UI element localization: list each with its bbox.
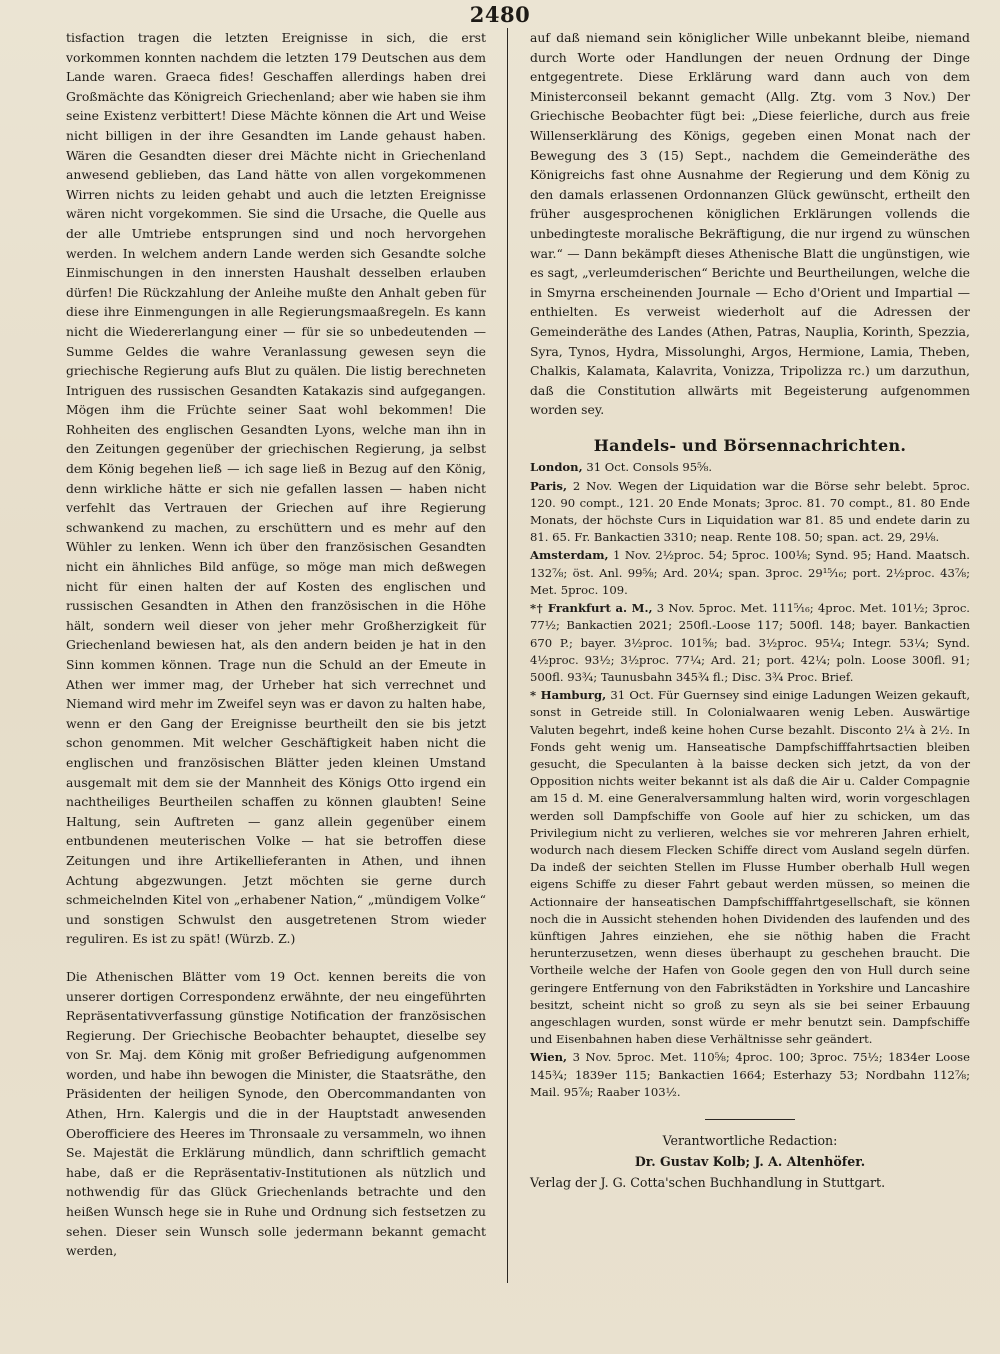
market-reports (530, 459, 970, 1101)
article-paragraph-1: tisfaction tragen die letzten Ereignisse in sich, die erst vorkommen konnten nachdem die letzten 179 Deutschen aus dem Lande waren. Graeca fides! Geschaffen allerdings haben drei Großmächte das Königreich Griechenland; aber wie haben sie ihm seine Existenz verbittert! Diese Mächte können die Art und Weise nicht billigen in der ihre Gesandten im Lande gehaust haben. Wären die Gesandten dieser drei Mächte nicht in Griechenland anwesend geblieben, das Land hätte von allen vorgekommenen Wirren nichts zu leiden gehabt und auch die letzten Ereignisse wären nicht vorgekommen. Sie sind die Ursache, die Quelle aus der alle Umtriebe entsprungen sind und noch hervorgehen werden. In welchem andern Lande werden sich Gesandte solche Einmischungen in den innersten Haushalt desselben erlauben dürfen! Die Rückzahlung der Anleihe mußte den Anhalt geben für diese ihre Einmengungen in alle Regierungsmaaßregeln. Es kann nicht die Wiedererlangung einer — für sie so unbedeutenden — Summe Geldes die wahre Veranlassung gewesen seyn die griechische Regierung aufs Blut zu quälen. Die listig berechneten Intriguen des russischen Gesandten Katakazis sind aufgegangen. Mögen ihm die Früchte seiner Saat wohl bekommen! Die Rohheiten des englischen Gesandten Lyons, welche man ihn in den Zeitungen gegenüber der griechischen Regierung, ja selbst dem König begehen ließ — ich sage ließ in Bezug auf den König, denn wirkliche hätte er sich nie gefallen lassen — haben nicht verfehlt das Vertrauen der Griechen auf ihre Regierung schwankend zu machen, zu erschüttern und es mehr auf den Wühler zu lenken. Wenn ich über den französischen Gesandten nicht ein ähnliches Bild anfüge, so möge man mich deßwegen nicht für einen halten der auf Kosten des englischen und russischen Gesandten in Athen den französischen in die Höhe hält, sondern weil dieser von jeher mehr Großherzigkeit für Griechenland bewiesen hat, als den andern beiden je hat in den Sinn kommen können. Trage nun die Schuld an der Emeute in Athen wer immer mag, der Urheber hat sich verrechnet und Niemand wird mehr im Zweifel seyn was er davon zu halten habe, wenn er den Gang der Ereignisse beurtheilt den sie bis jetzt schon genommen. Mit welcher Geschäftigkeit haben nicht die englischen und französischen Blätter jeden kleinen Umstand ausgemalt mit dem sie der Mannheit des Königs Otto irgend ein nachtheiliges Beurtheilen schaffen zu können glaubten! Seine Haltung, sein Auftreten — ganz allein gegenüber einem entbundenen meuterischen Volke — hat sie betroffen diese Zeitungen und ihre Artikellieferanten in Athen, und ihnen Achtung abgezwungen. Jetzt möchten sie gerne durch schmeichelnden Kitel von „erhabener Nation,“ „mündigem Volke“ und sonstigen Schwulst den ausgetretenen Strom wieder reguliren. Es ist zu spät! (Würzb. Z.) (66, 30, 486, 947)
market-city: Amsterdam, (530, 548, 609, 563)
section-heading: Handels- und Börsennachrichten. (593, 435, 907, 455)
market-text: 2 Nov. Wegen der Liquidation war die Börse sehr belebt. 5proc. 120. 90 compt., 121. 20 Ende Monats; 3proc. 81. 70 compt., 81. 80 Ende Monats, der höchste Curs in Liquidation war 81. 85 und endete darin zu 81. 65. Fr. Bankactien 3310; neap. Rente 108. 50; span. act. 29, 29⅛. (530, 478, 970, 545)
market-report-frankfurt (530, 600, 970, 686)
left-column (66, 28, 486, 1261)
market-city: London, (530, 460, 583, 475)
market-city: *† Frankfurt a. M., (530, 601, 653, 616)
article-continuation: auf daß niemand sein königlicher Wille unbekannt bleibe, niemand durch Worte oder Handlungen der neuen Ordnung der Dinge entgegentrete. Diese Erklärung ward dann auch von dem Ministerconseil bekannt gemacht (Allg. Ztg. vom 3 Nov.) Der Griechische Beobachter fügt bei: „Diese feierliche, durch aus freie Willenserklärung des Königs, gegeben einen Monat nach der Bewegung des 3 (15) Sept., nachdem die Gemeinderäthe des Königreichs fast ohne Ausnahme der Regierung und dem König zu den damals erlassenen Ordonnanzen Glück gewünscht, ertheilt den früher ausgesprochenen königlichen Erklärungen vollends die unbedingteste moralische Bekräftigung, die nur irgend zu wünschen war.“ — Dann bekämpft dieses Athenische Blatt die ungünstigen, wie es sagt, „verleumderischen“ Berichte und Beurtheilungen, welche die in Smyrna erscheinenden Journale — Echo d'Orient und Impartial — enthielten. Es verweist wiederholt auf die Adressen der Gemeinderäthe des Landes (Athen, Patras, Nauplia, Korinth, Spezzia, Syra, Tynos, Hydra, Missolunghi, Argos, Hermione, Lamia, Theben, Chalkis, Kalamata, Kalavrita, Vonizza, Tripolizza rc.) um darzuthun, daß die Constitution allwärts mit Begeisterung aufgenommen worden sey. (530, 30, 970, 418)
right-column (530, 28, 970, 1193)
market-text: 3 Nov. 5proc. Met. 111⁵⁄₁₆; 4proc. Met. 101½; 3proc. 77½; Bankactien 2021; 250fl.-Loose 117; 500fl. 148; bayer. Bankactien 670 P.; bayer. 3½proc. 101⅝; bad. 3½proc. 95¼; Integr. 53¼; Synd. 4½proc. 93½; 3½proc. 77¼; Ard. 21; port. 42¼; poln. Loose 300fl. 91; 500fl. 93¾; Taunusbahn 345¾ fl.; Disc. 3¾ Proc. Brief. (530, 601, 970, 684)
market-report-hamburg (530, 687, 970, 1048)
market-text: 1 Nov. 2½proc. 54; 5proc. 100⅛; Synd. 95; Hand. Maatsch. 132⅞; öst. Anl. 99⅝; Ard. 20¼; span. 3proc. 29¹⁵⁄₁₆; port. 2½proc. 43⅞; Met. 5proc. 109. (530, 548, 970, 597)
column-divider (507, 28, 508, 1283)
market-text: 31 Oct. Consols 95⅝. (586, 460, 713, 475)
market-report-amsterdam (530, 547, 970, 599)
market-report-london (530, 459, 970, 476)
market-city: Wien, (530, 1050, 568, 1065)
market-text: 3 Nov. 5proc. Met. 110⅝; 4proc. 100; 3proc. 75½; 1834er Loose 145¾; 1839er 115; Bankactien 1664; Esterhazy 53; Nordbahn 112⅞; Mail. 95⅞; Raaber 103½. (530, 1050, 970, 1099)
editorial-label: Verantwortliche Redaction: (662, 1132, 838, 1148)
editor-names: Dr. Gustav Kolb; J. A. Altenhöfer. (634, 1153, 866, 1169)
market-text: 31 Oct. Für Guernsey sind einige Ladungen Weizen gekauft, sonst in Getreide still. In Colonialwaaren wenig Leben. Auswärtige Valuten begehrt, indeß keine hohen Curse bezahlt. Disconto 2¼ à 2½. In Fonds geht wenig um. Hanseatische Dampfschifffahrtsactien bleiben gesucht, die Speculanten à la baisse decken sich jetzt, da von der Opposition nichts weiter bekannt ist als daß die Air u. Calder Compagnie am 15 d. M. eine Generalversammlung halten wird, worin vorgeschlagen werden soll Dampfschiffe von Goole auf hier zu schicken, um das Privilegium nicht zu verlieren, welches sie vor mehreren Jahren erhielt, wodurch nach diesem Flecken Schiffe direct vom Ausland segeln dürfen. Da indeß der seichten Stellen im Flusse Humber oberhalb Hull wegen eigens Schiffe zu dieser Fahrt gebaut werden müssen, so meinen die Actionnaire der hanseatischen Dampfschifffahrtgesellschaft, sie können noch die in Aussicht stehenden hohen Dividenden des laufenden und des künftigen Jahres einziehen, ehe sie nöthig haben die Fracht herunterzusetzen, wenn dieses überhaupt zu geschehen braucht. Die Vortheile welche der Hafen von Goole gegen den von Hull durch seine geringere Entfernung von den Fabrikstädten in Yorkshire und Lancashire besitzt, scheint nicht so groß zu seyn als sie bei seiner Erbauung angeschlagen wurden, sonst würde er mehr benutzt sein. Dampfschiffe und Eisenbahnen haben diese Verhältnisse sehr geändert. (530, 688, 970, 1047)
page-number: 2480 (469, 2, 531, 27)
footer-divider (705, 1119, 795, 1120)
market-city: Paris, (530, 478, 567, 493)
market-report-paris (530, 478, 970, 547)
market-report-wien (530, 1049, 970, 1101)
market-city: * Hamburg, (530, 688, 607, 703)
publisher-line: Verlag der J. G. Cotta'schen Buchhandlung in Stuttgart. (530, 1174, 886, 1190)
article-paragraph-2: Die Athenischen Blätter vom 19 Oct. kennen bereits die von unserer dortigen Correspondenz erwähnte, der neu eingeführten Repräsentativverfassung günstige Notification der französischen Regierung. Der Griechische Beobachter behauptet, dieselbe sey von Sr. Maj. dem König mit großer Befriedigung aufgenommen worden, und habe ihn bewogen die Minister, die Staatsräthe, den Präsidenten der heiligen Synode, den Obercommandanten von Athen, Hrn. Kalergis und die in der Hauptstadt anwesenden Oberofficiere des Heeres im Thronsaale zu versammeln, wo ihnen Se. Majestät die Erklärung mündlich, dann schriftlich gemacht habe, daß er die Repräsentativ-Institutionen als nützlich und nothwendig für das Glück Griechenlands betrachte und den heißen Wunsch hege sie in Ruhe und Ordnung sich festsetzen zu sehen. Dieser sein Wunsch solle jedermann bekannt gemacht werden, (66, 968, 486, 1259)
